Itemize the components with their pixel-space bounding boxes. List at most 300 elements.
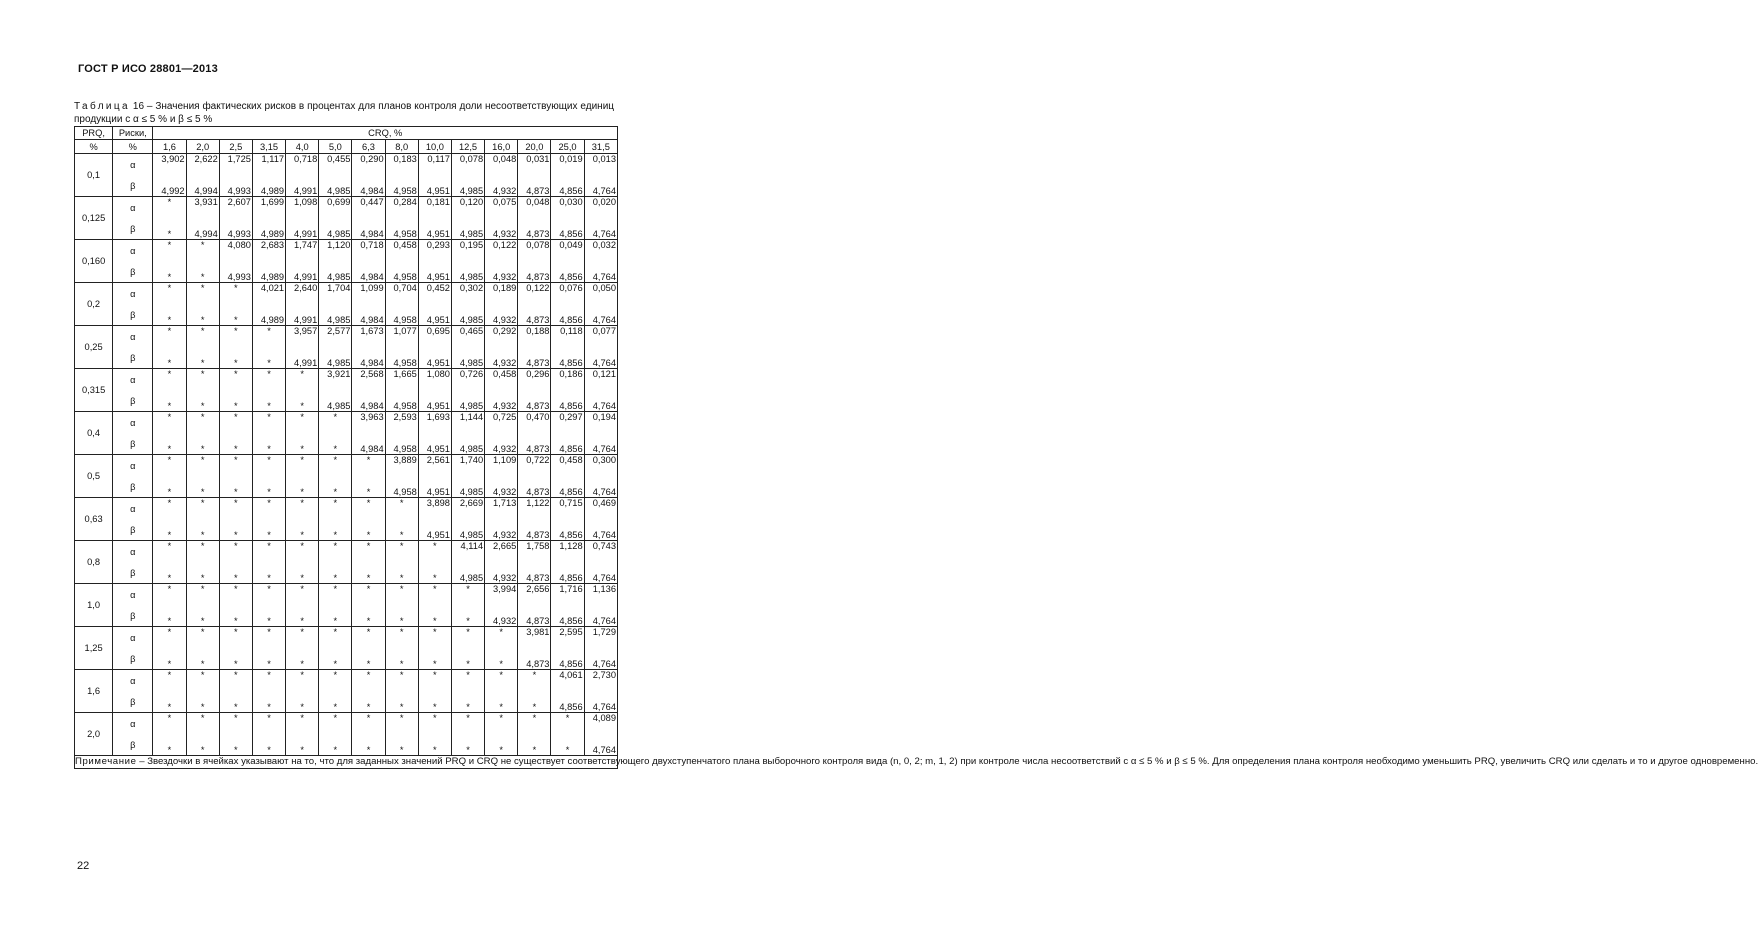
beta-cell: 4,984 xyxy=(352,175,385,197)
beta-cell: * xyxy=(153,605,186,627)
alpha-cell: * xyxy=(385,670,418,692)
alpha-cell: * xyxy=(186,455,219,477)
alpha-cell: 2,640 xyxy=(286,283,319,305)
crq-column-header: 4,0 xyxy=(286,140,319,154)
alpha-cell: * xyxy=(352,498,385,520)
risk-beta-label: β xyxy=(113,347,153,369)
beta-cell: 4,985 xyxy=(451,347,484,369)
beta-cell: 4,764 xyxy=(584,175,617,197)
alpha-cell: 4,089 xyxy=(584,713,617,735)
alpha-cell: 1,713 xyxy=(485,498,518,520)
alpha-cell: * xyxy=(319,455,352,477)
alpha-cell: 1,080 xyxy=(418,369,451,391)
alpha-cell: 0,725 xyxy=(485,412,518,434)
table-row-alpha xyxy=(75,240,618,262)
risk-beta-label: β xyxy=(113,390,153,412)
alpha-cell: * xyxy=(319,713,352,735)
alpha-cell: * xyxy=(451,713,484,735)
beta-cell: 4,932 xyxy=(485,175,518,197)
beta-cell: 4,984 xyxy=(352,390,385,412)
beta-cell: * xyxy=(252,519,285,541)
beta-cell: 4,764 xyxy=(584,476,617,498)
beta-cell: 4,932 xyxy=(485,304,518,326)
beta-cell: * xyxy=(252,476,285,498)
beta-cell: 4,951 xyxy=(418,519,451,541)
beta-cell: 4,985 xyxy=(451,218,484,240)
alpha-cell: 0,030 xyxy=(551,197,584,219)
alpha-cell: * xyxy=(252,412,285,434)
alpha-cell: * xyxy=(252,584,285,606)
beta-cell: 4,951 xyxy=(418,433,451,455)
alpha-cell: * xyxy=(252,713,285,735)
beta-cell: * xyxy=(319,562,352,584)
beta-cell: 4,951 xyxy=(418,304,451,326)
alpha-cell: 1,122 xyxy=(518,498,551,520)
alpha-cell: 0,013 xyxy=(584,154,617,176)
beta-cell: 4,951 xyxy=(418,390,451,412)
alpha-cell: * xyxy=(385,498,418,520)
beta-cell: * xyxy=(252,648,285,670)
beta-cell: 4,985 xyxy=(319,304,352,326)
beta-cell: * xyxy=(485,691,518,713)
alpha-cell: * xyxy=(286,455,319,477)
beta-cell: * xyxy=(286,476,319,498)
alpha-cell: * xyxy=(186,369,219,391)
risk-alpha-label: α xyxy=(113,369,153,391)
beta-cell: * xyxy=(153,261,186,283)
header-prq: PRQ, xyxy=(75,127,113,140)
beta-cell: 4,958 xyxy=(385,347,418,369)
table-note-row xyxy=(75,756,618,769)
prq-value: 1,6 xyxy=(75,670,113,713)
alpha-cell: 0,715 xyxy=(551,498,584,520)
alpha-cell: * xyxy=(252,541,285,563)
alpha-cell: * xyxy=(385,541,418,563)
alpha-cell: * xyxy=(153,283,186,305)
beta-cell: * xyxy=(186,691,219,713)
beta-cell: * xyxy=(153,562,186,584)
beta-cell: 4,932 xyxy=(485,433,518,455)
crq-column-header: 5,0 xyxy=(319,140,352,154)
alpha-cell: 2,595 xyxy=(551,627,584,649)
alpha-cell: 0,188 xyxy=(518,326,551,348)
beta-cell: 4,993 xyxy=(219,261,252,283)
beta-cell: 4,958 xyxy=(385,476,418,498)
alpha-cell: 0,704 xyxy=(385,283,418,305)
beta-cell: 4,993 xyxy=(219,218,252,240)
alpha-cell: 0,726 xyxy=(451,369,484,391)
beta-cell: 4,764 xyxy=(584,691,617,713)
alpha-cell: 2,656 xyxy=(518,584,551,606)
beta-cell: * xyxy=(153,648,186,670)
alpha-cell: * xyxy=(551,713,584,735)
beta-cell: * xyxy=(219,347,252,369)
alpha-cell: 0,048 xyxy=(485,154,518,176)
alpha-cell: 0,290 xyxy=(352,154,385,176)
alpha-cell: 0,743 xyxy=(584,541,617,563)
alpha-cell: * xyxy=(186,713,219,735)
alpha-cell: 1,120 xyxy=(319,240,352,262)
alpha-cell: 1,109 xyxy=(485,455,518,477)
beta-cell: 4,764 xyxy=(584,218,617,240)
alpha-cell: * xyxy=(153,584,186,606)
alpha-cell: 3,898 xyxy=(418,498,451,520)
beta-cell: * xyxy=(252,605,285,627)
alpha-cell: * xyxy=(252,369,285,391)
alpha-cell: * xyxy=(252,326,285,348)
beta-cell: * xyxy=(153,304,186,326)
alpha-cell: * xyxy=(186,541,219,563)
beta-cell: 4,989 xyxy=(252,175,285,197)
alpha-cell: 0,050 xyxy=(584,283,617,305)
alpha-cell: 1,699 xyxy=(252,197,285,219)
beta-cell: 4,985 xyxy=(451,304,484,326)
caption-number: 16 xyxy=(132,101,145,112)
alpha-cell: * xyxy=(219,412,252,434)
risk-beta-label: β xyxy=(113,519,153,541)
alpha-cell: 0,195 xyxy=(451,240,484,262)
alpha-cell: * xyxy=(153,369,186,391)
table-row-alpha xyxy=(75,412,618,434)
beta-cell: * xyxy=(219,304,252,326)
beta-cell: 4,985 xyxy=(451,261,484,283)
alpha-cell: * xyxy=(153,541,186,563)
alpha-cell: * xyxy=(186,627,219,649)
alpha-cell: 0,186 xyxy=(551,369,584,391)
alpha-cell: 1,758 xyxy=(518,541,551,563)
beta-cell: 4,856 xyxy=(551,261,584,283)
alpha-cell: * xyxy=(153,713,186,735)
beta-cell: 4,932 xyxy=(485,605,518,627)
beta-cell: 4,985 xyxy=(319,390,352,412)
beta-cell: * xyxy=(418,648,451,670)
alpha-cell: * xyxy=(352,713,385,735)
beta-cell: 4,856 xyxy=(551,691,584,713)
table-row-beta xyxy=(75,476,618,498)
alpha-cell: 0,470 xyxy=(518,412,551,434)
alpha-cell: 0,300 xyxy=(584,455,617,477)
alpha-cell: * xyxy=(319,584,352,606)
note-text: – Звездочки в ячейках указывают на то, что для заданных значений PRQ и CRQ не существует соответствующего двухступенчатого плана выборочного контроля вида (n, 0, 2; m, 1, 2) при контроле числа несоответствий с α ≤ 5 % и β ≤ 5 %. Для определения плана контроля необходимо уменьшить PRQ, увеличить CRQ или сделать и то и другое одновременно. xyxy=(136,756,1758,767)
alpha-cell: * xyxy=(219,498,252,520)
crq-column-header: 3,15 xyxy=(252,140,285,154)
beta-cell: 4,989 xyxy=(252,218,285,240)
risk-alpha-label: α xyxy=(113,283,153,305)
table-row-beta xyxy=(75,648,618,670)
beta-cell: 4,985 xyxy=(451,175,484,197)
table-row-beta xyxy=(75,562,618,584)
beta-cell: 4,993 xyxy=(219,175,252,197)
alpha-cell: * xyxy=(352,670,385,692)
beta-cell: * xyxy=(153,476,186,498)
alpha-cell: * xyxy=(186,240,219,262)
alpha-cell: 2,568 xyxy=(352,369,385,391)
alpha-cell: 1,665 xyxy=(385,369,418,391)
beta-cell: * xyxy=(319,691,352,713)
alpha-cell: 0,078 xyxy=(518,240,551,262)
beta-cell: 4,873 xyxy=(518,648,551,670)
beta-cell: * xyxy=(352,519,385,541)
beta-cell: 4,991 xyxy=(286,347,319,369)
prq-value: 2,0 xyxy=(75,713,113,756)
alpha-cell: 4,061 xyxy=(551,670,584,692)
beta-cell: * xyxy=(286,734,319,756)
beta-cell: * xyxy=(219,519,252,541)
caption-label: Таблица xyxy=(74,101,131,112)
alpha-cell: 2,607 xyxy=(219,197,252,219)
beta-cell: 4,991 xyxy=(286,261,319,283)
beta-cell: 4,932 xyxy=(485,390,518,412)
alpha-cell: * xyxy=(319,627,352,649)
alpha-cell: 1,747 xyxy=(286,240,319,262)
crq-column-header: 2,0 xyxy=(186,140,219,154)
beta-cell: * xyxy=(186,476,219,498)
alpha-cell: * xyxy=(485,670,518,692)
alpha-cell: 1,673 xyxy=(352,326,385,348)
beta-cell: * xyxy=(352,605,385,627)
alpha-cell: 1,144 xyxy=(451,412,484,434)
crq-column-header: 1,6 xyxy=(153,140,186,154)
beta-cell: 4,984 xyxy=(352,347,385,369)
beta-cell: * xyxy=(319,433,352,455)
beta-cell: 4,873 xyxy=(518,519,551,541)
beta-cell: * xyxy=(286,605,319,627)
alpha-cell: 0,048 xyxy=(518,197,551,219)
beta-cell: 4,873 xyxy=(518,390,551,412)
alpha-cell: * xyxy=(252,455,285,477)
beta-cell: 4,856 xyxy=(551,175,584,197)
alpha-cell: 2,669 xyxy=(451,498,484,520)
prq-value: 0,315 xyxy=(75,369,113,412)
alpha-cell: * xyxy=(451,627,484,649)
beta-cell: * xyxy=(186,261,219,283)
alpha-cell: 3,963 xyxy=(352,412,385,434)
table-row-alpha xyxy=(75,326,618,348)
beta-cell: 4,764 xyxy=(584,433,617,455)
beta-cell: * xyxy=(418,691,451,713)
beta-cell: 4,958 xyxy=(385,433,418,455)
beta-cell: 4,985 xyxy=(319,261,352,283)
alpha-cell: * xyxy=(286,498,319,520)
beta-cell: 4,994 xyxy=(186,175,219,197)
alpha-cell: * xyxy=(418,670,451,692)
beta-cell: * xyxy=(485,734,518,756)
beta-cell: 4,873 xyxy=(518,433,551,455)
risk-beta-label: β xyxy=(113,433,153,455)
beta-cell: 4,985 xyxy=(319,175,352,197)
beta-cell: 4,989 xyxy=(252,304,285,326)
alpha-cell: * xyxy=(286,670,319,692)
beta-cell: * xyxy=(485,648,518,670)
alpha-cell: 0,292 xyxy=(485,326,518,348)
beta-cell: * xyxy=(153,347,186,369)
beta-cell: * xyxy=(319,476,352,498)
beta-cell: * xyxy=(385,605,418,627)
alpha-cell: * xyxy=(153,670,186,692)
alpha-cell: * xyxy=(418,584,451,606)
alpha-cell: * xyxy=(451,670,484,692)
beta-cell: * xyxy=(252,433,285,455)
alpha-cell: * xyxy=(518,713,551,735)
alpha-cell: * xyxy=(186,412,219,434)
beta-cell: 4,984 xyxy=(352,261,385,283)
alpha-cell: 1,716 xyxy=(551,584,584,606)
beta-cell: 4,985 xyxy=(451,519,484,541)
alpha-cell: 2,593 xyxy=(385,412,418,434)
beta-cell: * xyxy=(153,390,186,412)
beta-cell: 4,991 xyxy=(286,175,319,197)
beta-cell: * xyxy=(451,648,484,670)
risk-table xyxy=(74,126,1758,769)
beta-cell: 4,951 xyxy=(418,347,451,369)
crq-column-header: 10,0 xyxy=(418,140,451,154)
crq-column-header: 12,5 xyxy=(451,140,484,154)
alpha-cell: 3,902 xyxy=(153,154,186,176)
beta-cell: 4,932 xyxy=(485,218,518,240)
header-risk: Риски, xyxy=(113,127,153,140)
alpha-cell: * xyxy=(219,627,252,649)
beta-cell: 4,873 xyxy=(518,562,551,584)
alpha-cell: 0,078 xyxy=(451,154,484,176)
table-row-beta xyxy=(75,218,618,240)
prq-value: 0,8 xyxy=(75,541,113,584)
alpha-cell: * xyxy=(153,498,186,520)
table-row-beta xyxy=(75,734,618,756)
prq-value: 0,160 xyxy=(75,240,113,283)
beta-cell: 4,873 xyxy=(518,261,551,283)
beta-cell: 4,951 xyxy=(418,261,451,283)
beta-cell: * xyxy=(286,562,319,584)
beta-cell: * xyxy=(352,734,385,756)
alpha-cell: 0,077 xyxy=(584,326,617,348)
prq-value: 0,4 xyxy=(75,412,113,455)
alpha-cell: 0,049 xyxy=(551,240,584,262)
alpha-cell: * xyxy=(286,412,319,434)
beta-cell: * xyxy=(286,519,319,541)
alpha-cell: * xyxy=(153,197,186,219)
alpha-cell: 0,189 xyxy=(485,283,518,305)
alpha-cell: * xyxy=(518,670,551,692)
alpha-cell: 2,730 xyxy=(584,670,617,692)
alpha-cell: * xyxy=(186,584,219,606)
risk-beta-label: β xyxy=(113,261,153,283)
beta-cell: 4,932 xyxy=(485,562,518,584)
alpha-cell: 0,293 xyxy=(418,240,451,262)
alpha-cell: 0,120 xyxy=(451,197,484,219)
beta-cell: 4,951 xyxy=(418,476,451,498)
alpha-cell: 3,981 xyxy=(518,627,551,649)
beta-cell: * xyxy=(186,347,219,369)
table-caption xyxy=(74,100,614,126)
beta-cell: * xyxy=(451,734,484,756)
beta-cell: * xyxy=(551,734,584,756)
alpha-cell: * xyxy=(219,369,252,391)
beta-cell: * xyxy=(418,605,451,627)
beta-cell: * xyxy=(252,390,285,412)
alpha-cell: 0,075 xyxy=(485,197,518,219)
alpha-cell: * xyxy=(186,498,219,520)
crq-column-header: 31,5 xyxy=(584,140,617,154)
alpha-cell: 3,994 xyxy=(485,584,518,606)
beta-cell: * xyxy=(219,734,252,756)
alpha-cell: * xyxy=(219,584,252,606)
beta-cell: * xyxy=(186,390,219,412)
alpha-cell: 3,921 xyxy=(319,369,352,391)
alpha-cell: * xyxy=(219,283,252,305)
alpha-cell: 0,465 xyxy=(451,326,484,348)
beta-cell: * xyxy=(286,390,319,412)
beta-cell: 4,856 xyxy=(551,218,584,240)
alpha-cell: 0,031 xyxy=(518,154,551,176)
risk-beta-label: β xyxy=(113,476,153,498)
alpha-cell: 0,020 xyxy=(584,197,617,219)
table-row-alpha xyxy=(75,584,618,606)
crq-column-header: 25,0 xyxy=(551,140,584,154)
alpha-cell: 0,122 xyxy=(518,283,551,305)
alpha-cell: 0,458 xyxy=(551,455,584,477)
beta-cell: * xyxy=(385,519,418,541)
beta-cell: * xyxy=(252,562,285,584)
beta-cell: * xyxy=(219,691,252,713)
risk-alpha-label: α xyxy=(113,412,153,434)
alpha-cell: 1,725 xyxy=(219,154,252,176)
alpha-cell: 1,077 xyxy=(385,326,418,348)
alpha-cell: 0,181 xyxy=(418,197,451,219)
alpha-cell: 1,729 xyxy=(584,627,617,649)
alpha-cell: * xyxy=(153,627,186,649)
beta-cell: 4,856 xyxy=(551,304,584,326)
beta-cell: 4,984 xyxy=(352,218,385,240)
beta-cell: * xyxy=(153,218,186,240)
risk-alpha-label: α xyxy=(113,326,153,348)
beta-cell: * xyxy=(252,734,285,756)
alpha-cell: 1,117 xyxy=(252,154,285,176)
alpha-cell: 0,699 xyxy=(319,197,352,219)
table-row-alpha xyxy=(75,283,618,305)
beta-cell: * xyxy=(219,605,252,627)
beta-cell: 4,985 xyxy=(451,433,484,455)
risk-alpha-label: α xyxy=(113,197,153,219)
beta-cell: * xyxy=(451,691,484,713)
alpha-cell: * xyxy=(252,498,285,520)
beta-cell: * xyxy=(186,562,219,584)
beta-cell: 4,856 xyxy=(551,476,584,498)
alpha-cell: * xyxy=(286,369,319,391)
alpha-cell: 4,114 xyxy=(451,541,484,563)
beta-cell: 4,856 xyxy=(551,648,584,670)
alpha-cell: * xyxy=(485,627,518,649)
alpha-cell: * xyxy=(451,584,484,606)
alpha-cell: 0,458 xyxy=(385,240,418,262)
alpha-cell: 3,889 xyxy=(385,455,418,477)
table-row-alpha xyxy=(75,498,618,520)
beta-cell: 4,873 xyxy=(518,175,551,197)
beta-cell: 4,984 xyxy=(352,304,385,326)
beta-cell: 4,994 xyxy=(186,218,219,240)
alpha-cell: * xyxy=(286,584,319,606)
beta-cell: * xyxy=(186,734,219,756)
alpha-cell: 0,452 xyxy=(418,283,451,305)
alpha-cell: 0,183 xyxy=(385,154,418,176)
alpha-cell: 2,665 xyxy=(485,541,518,563)
alpha-cell: * xyxy=(485,713,518,735)
beta-cell: 4,856 xyxy=(551,347,584,369)
beta-cell: 4,856 xyxy=(551,433,584,455)
alpha-cell: * xyxy=(219,455,252,477)
beta-cell: * xyxy=(219,390,252,412)
beta-cell: 4,856 xyxy=(551,562,584,584)
beta-cell: * xyxy=(385,734,418,756)
